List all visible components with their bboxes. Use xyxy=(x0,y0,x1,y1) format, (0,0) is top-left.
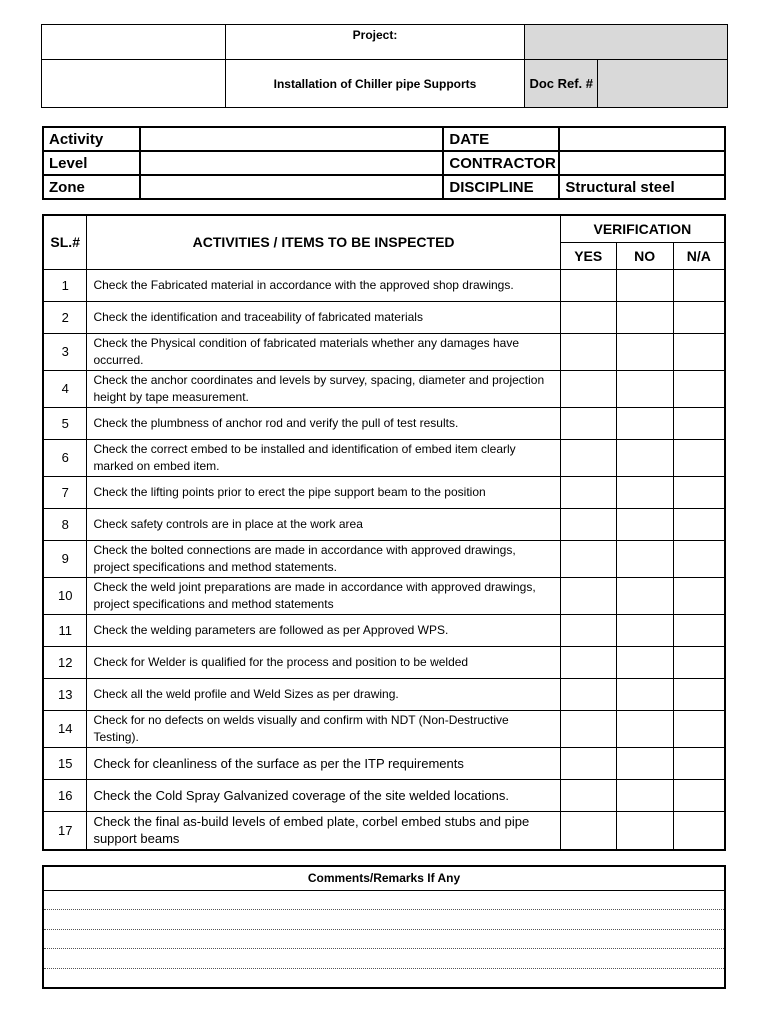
item-number: 16 xyxy=(43,779,87,811)
comment-line[interactable] xyxy=(43,929,725,949)
checklist-row xyxy=(43,301,725,333)
comments-table xyxy=(42,865,726,989)
item-number: 15 xyxy=(43,747,87,779)
item-number: 9 xyxy=(43,540,87,577)
no-cell[interactable] xyxy=(616,646,673,678)
no-cell[interactable] xyxy=(616,779,673,811)
na-cell[interactable] xyxy=(673,439,725,476)
yes-cell[interactable] xyxy=(560,811,616,850)
item-number: 17 xyxy=(43,811,87,850)
zone-field[interactable] xyxy=(140,175,444,199)
item-text: Check the lifting points prior to erect the pipe support beam to the position xyxy=(87,476,560,508)
item-text: Check the anchor coordinates and levels by survey, spacing, diameter and projection height by tape measurement. xyxy=(87,370,560,407)
item-text: Check the Cold Spray Galvanized coverage of the site welded locations. xyxy=(87,779,560,811)
item-number: 2 xyxy=(43,301,87,333)
no-cell[interactable] xyxy=(616,333,673,370)
checklist-row xyxy=(43,779,725,811)
item-text: Check the weld joint preparations are made in accordance with approved drawings, project specifications and method statements xyxy=(87,577,560,614)
yes-cell[interactable] xyxy=(560,678,616,710)
checklist-row xyxy=(43,269,725,301)
yes-cell[interactable] xyxy=(560,439,616,476)
item-text: Check for Welder is qualified for the process and position to be welded xyxy=(87,646,560,678)
info-table xyxy=(42,126,726,200)
item-number: 10 xyxy=(43,577,87,614)
activity-label: Activity xyxy=(43,127,140,151)
na-cell[interactable] xyxy=(673,710,725,747)
sl-header: SL.# xyxy=(43,215,87,269)
na-cell[interactable] xyxy=(673,407,725,439)
item-number: 1 xyxy=(43,269,87,301)
activities-header: ACTIVITIES / ITEMS TO BE INSPECTED xyxy=(87,215,560,269)
yes-cell[interactable] xyxy=(560,269,616,301)
date-label: DATE xyxy=(443,127,559,151)
no-cell[interactable] xyxy=(616,370,673,407)
discipline-label: DISCIPLINE xyxy=(443,175,559,199)
checklist-row xyxy=(43,370,725,407)
level-label: Level xyxy=(43,151,140,175)
item-text: Check for cleanliness of the surface as per the ITP requirements xyxy=(87,747,560,779)
no-cell[interactable] xyxy=(616,407,673,439)
item-text: Check all the weld profile and Weld Sizes as per drawing. xyxy=(87,678,560,710)
item-text: Check the final as-build levels of embed plate, corbel embed stubs and pipe support beams xyxy=(87,811,560,850)
item-text: Check the correct embed to be installed and identification of embed item clearly marked on embed item. xyxy=(87,439,560,476)
item-text: Check the bolted connections are made in accordance with approved drawings, project specifications and method statements. xyxy=(87,540,560,577)
na-cell[interactable] xyxy=(673,577,725,614)
na-cell[interactable] xyxy=(673,747,725,779)
checklist-row xyxy=(43,678,725,710)
contractor-field[interactable] xyxy=(559,151,725,175)
no-cell[interactable] xyxy=(616,811,673,850)
checklist-row xyxy=(43,439,725,476)
yes-cell[interactable] xyxy=(560,407,616,439)
activity-field[interactable] xyxy=(140,127,444,151)
no-cell[interactable] xyxy=(616,540,673,577)
no-cell[interactable] xyxy=(616,476,673,508)
no-cell[interactable] xyxy=(616,577,673,614)
doc-ref-value[interactable] xyxy=(598,60,728,108)
comment-line[interactable] xyxy=(43,890,725,910)
item-number: 12 xyxy=(43,646,87,678)
na-cell[interactable] xyxy=(673,269,725,301)
item-number: 14 xyxy=(43,710,87,747)
yes-cell[interactable] xyxy=(560,370,616,407)
yes-cell[interactable] xyxy=(560,614,616,646)
blank-cell xyxy=(42,60,226,108)
item-text: Check safety controls are in place at the work area xyxy=(87,508,560,540)
doc-ref-label: Doc Ref. # xyxy=(525,60,598,108)
item-text: Check the identification and traceability of fabricated materials xyxy=(87,301,560,333)
checklist-row xyxy=(43,577,725,614)
na-header: N/A xyxy=(673,242,725,269)
na-cell[interactable] xyxy=(673,301,725,333)
item-number: 4 xyxy=(43,370,87,407)
header-table xyxy=(41,24,728,108)
item-number: 11 xyxy=(43,614,87,646)
checklist-row xyxy=(43,614,725,646)
comment-line[interactable] xyxy=(43,949,725,969)
contractor-label: CONTRACTOR xyxy=(443,151,559,175)
item-text: Check the Physical condition of fabricated materials whether any damages have occurred. xyxy=(87,333,560,370)
na-cell[interactable] xyxy=(673,678,725,710)
na-cell[interactable] xyxy=(673,614,725,646)
yes-cell[interactable] xyxy=(560,710,616,747)
verification-header: VERIFICATION xyxy=(560,215,725,242)
date-field[interactable] xyxy=(559,127,725,151)
comment-line[interactable] xyxy=(43,910,725,930)
checklist-row xyxy=(43,476,725,508)
no-cell[interactable] xyxy=(616,508,673,540)
yes-cell[interactable] xyxy=(560,540,616,577)
no-header: NO xyxy=(616,242,673,269)
no-cell[interactable] xyxy=(616,614,673,646)
item-text: Check for no defects on welds visually and confirm with NDT (Non-Destructive Testing). xyxy=(87,710,560,747)
no-cell[interactable] xyxy=(616,747,673,779)
project-label: Project: xyxy=(225,25,525,60)
na-cell[interactable] xyxy=(673,646,725,678)
item-text: Check the Fabricated material in accordance with the approved shop drawings. xyxy=(87,269,560,301)
yes-cell[interactable] xyxy=(560,476,616,508)
checklist-row xyxy=(43,407,725,439)
item-number: 8 xyxy=(43,508,87,540)
no-cell[interactable] xyxy=(616,678,673,710)
yes-cell[interactable] xyxy=(560,747,616,779)
na-cell[interactable] xyxy=(673,779,725,811)
item-text: Check the welding parameters are followed as per Approved WPS. xyxy=(87,614,560,646)
discipline-value: Structural steel xyxy=(559,175,725,199)
subject-title: Installation of Chiller pipe Supports xyxy=(225,60,525,108)
item-number: 6 xyxy=(43,439,87,476)
na-cell[interactable] xyxy=(673,333,725,370)
logo-cell xyxy=(42,25,226,60)
no-cell[interactable] xyxy=(616,269,673,301)
na-cell[interactable] xyxy=(673,540,725,577)
item-text: Check the plumbness of anchor rod and verify the pull of test results. xyxy=(87,407,560,439)
level-field[interactable] xyxy=(140,151,444,175)
item-number: 5 xyxy=(43,407,87,439)
checklist-row xyxy=(43,646,725,678)
yes-cell[interactable] xyxy=(560,508,616,540)
na-cell[interactable] xyxy=(673,508,725,540)
zone-label: Zone xyxy=(43,175,140,199)
comments-title: Comments/Remarks If Any xyxy=(43,866,725,890)
yes-header: YES xyxy=(560,242,616,269)
checklist-row xyxy=(43,540,725,577)
na-cell[interactable] xyxy=(673,476,725,508)
no-cell[interactable] xyxy=(616,301,673,333)
yes-cell[interactable] xyxy=(560,333,616,370)
yes-cell[interactable] xyxy=(560,779,616,811)
na-cell[interactable] xyxy=(673,811,725,850)
item-number: 7 xyxy=(43,476,87,508)
yes-cell[interactable] xyxy=(560,646,616,678)
no-cell[interactable] xyxy=(616,710,673,747)
item-number: 3 xyxy=(43,333,87,370)
item-number: 13 xyxy=(43,678,87,710)
no-cell[interactable] xyxy=(616,439,673,476)
checklist-row xyxy=(43,333,725,370)
checklist-row xyxy=(43,747,725,779)
checklist-row xyxy=(43,811,725,850)
na-cell[interactable] xyxy=(673,370,725,407)
yes-cell[interactable] xyxy=(560,301,616,333)
yes-cell[interactable] xyxy=(560,577,616,614)
checklist-table xyxy=(42,214,726,851)
comment-line[interactable] xyxy=(43,968,725,988)
checklist-row xyxy=(43,710,725,747)
project-value-cell[interactable] xyxy=(525,25,728,60)
checklist-row xyxy=(43,508,725,540)
